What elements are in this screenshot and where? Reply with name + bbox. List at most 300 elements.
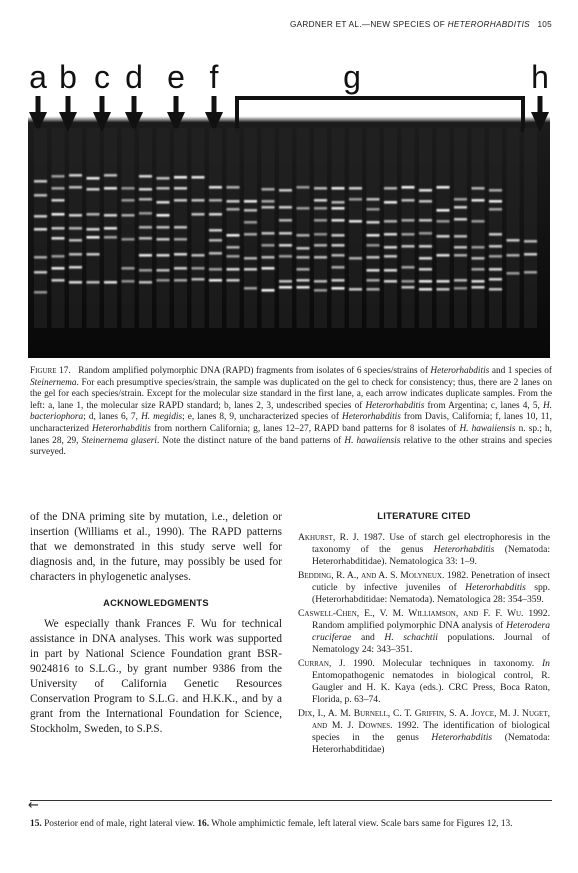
- gel-band: [122, 267, 135, 270]
- gel-band: [192, 176, 205, 179]
- lane-letter: b: [59, 59, 77, 95]
- gel-band: [507, 272, 520, 275]
- gel-band: [472, 187, 485, 190]
- gel-band: [314, 219, 327, 222]
- gel-band: [87, 188, 100, 191]
- gel-band: [472, 199, 485, 202]
- gel-band: [87, 253, 100, 256]
- gel-band: [227, 200, 240, 203]
- gel-band: [104, 227, 117, 230]
- figure-label: Figure 17.: [30, 366, 71, 376]
- gel-band: [139, 254, 152, 257]
- gel-band: [314, 280, 327, 283]
- gel-band: [367, 221, 380, 224]
- gel-band: [157, 187, 170, 190]
- gel-band: [69, 174, 82, 177]
- gel-band: [489, 255, 502, 258]
- gel-band: [314, 199, 327, 202]
- gel-band: [209, 279, 222, 282]
- gel-lane: [192, 128, 205, 328]
- caption-segment: from northern California; g, lanes 12–27, RAPD band patterns for 8 isolates of: [150, 423, 460, 434]
- gel-lane: [349, 128, 362, 328]
- footnote-segment: 15.: [30, 819, 42, 829]
- gel-band: [367, 234, 380, 237]
- acknowledgments-text: We especially thank Frances F. Wu for technical assistance in DNA analyses. This work was supported in part by National Science Foundation grant BSR-9024816 to S.L.G., by grant number 9386 from the University of California Genetic Resources Conservation Program to S.L.G. and H.K.K., and by a grant from the International Foundation for Science, Stockholm, Sweden, to S.P.S.: [30, 618, 282, 735]
- gel-band: [209, 252, 222, 255]
- caption-segment: Steinernema glaseri: [81, 435, 157, 446]
- gel-band: [367, 198, 380, 201]
- reference-segment: Bedding, R. A., and A. S. Molyneux.: [298, 570, 445, 581]
- caption-segment: . For each presumptive species/strain, the sample was duplicated on the gel to check for consistency; thus, there are 2 lanes on the gel for each species/strain. Except for the molecular size standard in the first lane, a, each arrow indicates duplicate samples. From the left: a, lane 1, the molecular size RAPD standard; b, lanes 2, 3, undescribed species of: [30, 377, 552, 411]
- caption-segment: and 1 species of: [489, 366, 552, 376]
- lane-bracket: [521, 96, 525, 132]
- gel-band: [209, 268, 222, 271]
- gel-lane: [507, 128, 520, 328]
- gel-band: [52, 237, 65, 240]
- gel-band: [52, 187, 65, 190]
- gel-band: [227, 234, 240, 237]
- gel-band: [454, 254, 467, 257]
- gel-band: [472, 246, 485, 249]
- gel-band: [349, 257, 362, 260]
- reference-list: [298, 532, 550, 756]
- gel-band: [122, 238, 135, 241]
- gel-band: [157, 214, 170, 217]
- gel-band: [279, 244, 292, 247]
- gel-band: [279, 232, 292, 235]
- running-head: [290, 20, 552, 29]
- gel-band: [69, 281, 82, 284]
- gel-band: [244, 209, 257, 212]
- lane-bracket: [235, 96, 239, 132]
- reference-segment: Heterorhabditis: [431, 732, 493, 743]
- gel-band: [122, 187, 135, 190]
- gel-band: [192, 278, 205, 281]
- gel-band: [209, 229, 222, 232]
- caption-segment: H. bacteriophora: [30, 400, 552, 423]
- gel-band: [157, 238, 170, 241]
- gel-band: [262, 289, 275, 292]
- caption-segment: relative to the other strains and species surveyed.: [30, 435, 552, 458]
- gel-lane: [472, 128, 485, 328]
- caption-segment: Heterorhabditis: [91, 423, 151, 434]
- reference-segment: Curran, J.: [298, 658, 346, 669]
- reference-segment: 1992. The identification of biological species in the genus: [312, 720, 551, 743]
- gel-band: [209, 213, 222, 216]
- reference-segment: 1987. Use of starch gel electrophoresis in the taxonomy of the genus: [312, 532, 550, 555]
- gel-band: [384, 201, 397, 204]
- right-column: [298, 510, 550, 758]
- gel-band: [419, 280, 432, 283]
- reference-segment: 1982. Penetration of insect cuticle by infective juveniles of: [312, 570, 550, 593]
- reference-segment: In: [541, 658, 550, 669]
- footnote-rule: [30, 800, 552, 801]
- gel-band: [139, 237, 152, 240]
- gel-band: [332, 279, 345, 282]
- gel-band: [332, 266, 345, 269]
- gel-band: [174, 187, 187, 190]
- caption-segment: Heterorhabditis: [365, 400, 425, 411]
- reference-segment: Heterorhabditis: [465, 582, 526, 593]
- gel-band: [157, 279, 170, 282]
- gel-band: [489, 278, 502, 281]
- gel-band: [139, 226, 152, 229]
- gel-band: [454, 287, 467, 290]
- gel-band: [69, 186, 82, 189]
- left-arrow-icon: ←: [28, 798, 39, 813]
- gel-band: [384, 233, 397, 236]
- reference-segment: spp. (Heterorhabditidae: Nematoda). Nematologica 28: 354–359.: [312, 582, 551, 605]
- gel-band: [87, 213, 100, 216]
- gel-band: [52, 213, 65, 216]
- caption-segment: Random amplified polymorphic DNA (RAPD) fragments from isolates of 6 species/strains of: [78, 366, 431, 376]
- gel-band: [174, 176, 187, 179]
- gel-lane: [314, 128, 327, 328]
- gel-band: [314, 256, 327, 259]
- gel-band: [489, 208, 502, 211]
- figure-footnote: [30, 818, 552, 830]
- left-column: [30, 510, 282, 737]
- reference-segment: Heterodera cruciferae: [312, 620, 550, 643]
- gel-band: [524, 240, 537, 243]
- gel-band: [367, 279, 380, 282]
- gel-band: [402, 186, 415, 189]
- gel-band: [69, 253, 82, 256]
- gel-band: [384, 255, 397, 258]
- gel-band: [349, 187, 362, 190]
- literature-heading: LITERATURE CITED: [377, 511, 471, 521]
- gel-band: [52, 199, 65, 202]
- gel-band: [349, 288, 362, 291]
- gel-band: [402, 286, 415, 289]
- reference-segment: H. schachtii: [384, 632, 438, 643]
- gel-band: [139, 281, 152, 284]
- gel-band: [139, 212, 152, 215]
- gel-band: [332, 254, 345, 257]
- footnote-segment: 16.: [197, 819, 210, 829]
- gel-lane: [367, 128, 380, 328]
- gel-band: [472, 280, 485, 283]
- gel-band: [489, 288, 502, 291]
- gel-band: [279, 255, 292, 258]
- gel-band: [314, 207, 327, 210]
- gel-band: [332, 219, 345, 222]
- gel-band: [227, 208, 240, 211]
- gel-band: [332, 187, 345, 190]
- gel-band: [52, 279, 65, 282]
- reference-segment: (Nematoda: Heterorhabditidae). Nematologica 33: 1–9.: [312, 544, 551, 567]
- gel-band: [174, 279, 187, 282]
- gel-band: [87, 177, 100, 180]
- gel-band: [52, 267, 65, 270]
- gel-band: [227, 268, 240, 271]
- gel-lane: [489, 128, 502, 328]
- gel-lane: [419, 128, 432, 328]
- gel-band: [384, 269, 397, 272]
- gel-lane: [402, 128, 415, 328]
- gel-band: [139, 188, 152, 191]
- gel-band: [244, 233, 257, 236]
- gel-band: [349, 198, 362, 201]
- gel-band: [367, 208, 380, 211]
- caption-segment: from Argentina; c, lanes 4, 5,: [424, 400, 543, 411]
- footnote-segment: Whole amphimictic female, left lateral view. Scale bars same for Figures 12, 13.: [209, 819, 513, 829]
- gel-band: [472, 268, 485, 271]
- caption-segment: Heterorhabditis: [430, 366, 490, 376]
- caption-segment: Heterorhabditis: [341, 412, 401, 423]
- lane-letter: g: [343, 59, 361, 95]
- gel-band: [367, 288, 380, 291]
- gel-band: [279, 189, 292, 192]
- footnote-segment: Posterior end of male, right lateral view.: [41, 819, 198, 829]
- gel-band: [174, 199, 187, 202]
- gel-band: [472, 257, 485, 260]
- gel-band: [279, 280, 292, 283]
- lane-letter: e: [167, 59, 185, 95]
- gel-band: [87, 228, 100, 231]
- gel-band: [437, 280, 450, 283]
- caption-segment: Steinernema: [30, 377, 77, 388]
- gel-band: [262, 267, 275, 270]
- body-continuation: of the DNA priming site by mutation, i.e., deletion or insertion (Williams et al., 1990). The RAPD patterns that we demonstrated in this study serve well for diagnosis and, in the future, may possibly be used for characters in phylogenetic analyses.: [30, 511, 282, 583]
- gel-band: [244, 221, 257, 224]
- gel-band: [419, 219, 432, 222]
- gel-band: [104, 174, 117, 177]
- gel-band: [69, 227, 82, 230]
- gel-band: [52, 227, 65, 230]
- gel-band: [384, 246, 397, 249]
- caption-segment: H. hawaiiensis: [344, 435, 401, 446]
- lane-letter: c: [94, 59, 110, 95]
- gel-lane: [279, 128, 292, 328]
- gel-band: [227, 255, 240, 258]
- gel-band: [34, 180, 47, 183]
- gel-band: [209, 199, 222, 202]
- gel-band: [507, 239, 520, 242]
- gel-band: [297, 247, 310, 250]
- gel-band: [227, 246, 240, 249]
- gel-band: [297, 286, 310, 289]
- gel-band: [454, 235, 467, 238]
- gel-band: [419, 200, 432, 203]
- gel-band: [437, 288, 450, 291]
- gel-band: [157, 269, 170, 272]
- gel-band: [524, 271, 537, 274]
- gel-band: [297, 279, 310, 282]
- reference-entry: [298, 658, 550, 706]
- gel-image: [28, 56, 550, 358]
- reference-segment: populations. Journal of Nematology 24: 343–351.: [312, 632, 550, 655]
- gel-band: [454, 246, 467, 249]
- gel-band: [122, 214, 135, 217]
- gel-band: [262, 232, 275, 235]
- reference-segment: Akhurst, R. J.: [298, 532, 359, 543]
- gel-band: [437, 209, 450, 212]
- gel-band: [297, 234, 310, 237]
- gel-lane: [262, 128, 275, 328]
- gel-band: [419, 232, 432, 235]
- gel-band: [454, 218, 467, 221]
- gel-band: [384, 220, 397, 223]
- gel-band: [437, 235, 450, 238]
- gel-band: [332, 207, 345, 210]
- gel-band: [34, 194, 47, 197]
- gel-band: [314, 244, 327, 247]
- lane-bracket: [235, 96, 524, 100]
- gel-band: [279, 286, 292, 289]
- gel-band: [419, 189, 432, 192]
- reference-segment: and: [351, 632, 385, 643]
- gel-band: [139, 175, 152, 178]
- caption-text: [30, 366, 552, 457]
- gel-band: [454, 206, 467, 209]
- gel-band: [437, 186, 450, 189]
- gel-band: [402, 245, 415, 248]
- gel-band: [489, 189, 502, 192]
- figure-caption: [30, 366, 552, 459]
- gel-band: [34, 256, 47, 259]
- reference-segment: 1990. Molecular techniques in taxonomy.: [345, 658, 542, 669]
- caption-segment: from Davis, California; f, lanes 10, 11, uncharacterized: [30, 412, 552, 434]
- gel-lane: [332, 128, 345, 328]
- page-number: 105: [537, 20, 552, 29]
- gel-band: [402, 280, 415, 283]
- gel-band: [419, 257, 432, 260]
- reference-entry: [298, 532, 550, 568]
- gel-band: [192, 199, 205, 202]
- gel-band: [297, 207, 310, 210]
- gel-band: [104, 187, 117, 190]
- reference-entry: [298, 570, 550, 606]
- gel-band: [402, 219, 415, 222]
- gel-band: [87, 236, 100, 239]
- gel-band: [279, 206, 292, 209]
- gel-band: [489, 268, 502, 271]
- gel-band: [367, 269, 380, 272]
- gel-band: [104, 281, 117, 284]
- gel-band: [104, 214, 117, 217]
- caption-segment: H. megidis: [141, 412, 183, 423]
- gel-lane: [384, 128, 397, 328]
- gel-band: [489, 233, 502, 236]
- gel-lane: [209, 128, 222, 328]
- gel-band: [384, 187, 397, 190]
- gel-band: [419, 245, 432, 248]
- gel-band: [174, 267, 187, 270]
- caption-segment: ; d, lanes 6, 7,: [83, 412, 142, 423]
- caption-segment: . Note the distinct nature of the band patterns of: [156, 435, 345, 446]
- acknowledgments-heading: ACKNOWLEDGMENTS: [103, 598, 209, 608]
- gel-band: [402, 266, 415, 269]
- gel-band: [489, 245, 502, 248]
- gel-band: [297, 268, 310, 271]
- gel-band: [314, 289, 327, 292]
- gel-band: [489, 200, 502, 203]
- gel-band: [87, 281, 100, 284]
- gel-band: [157, 177, 170, 180]
- gel-band: [244, 268, 257, 271]
- running-head-title: GARDNER ET AL.—NEW SPECIES OF HETERORHABDITIS: [290, 20, 530, 29]
- gel-band: [367, 256, 380, 259]
- gel-band: [262, 200, 275, 203]
- reference-entry: [298, 708, 550, 756]
- gel-band: [244, 257, 257, 260]
- gel-band: [122, 280, 135, 283]
- gel-band: [139, 269, 152, 272]
- gel-band: [52, 175, 65, 178]
- gel-band: [437, 220, 450, 223]
- gel-band: [384, 280, 397, 283]
- gel-band: [297, 186, 310, 189]
- gel-band: [157, 201, 170, 204]
- gel-band: [332, 244, 345, 247]
- gel-band: [139, 198, 152, 201]
- gel-band: [332, 287, 345, 290]
- gel-band: [192, 254, 205, 257]
- gel-lane: [454, 128, 467, 328]
- gel-band: [472, 220, 485, 223]
- reference-entry: [298, 608, 550, 656]
- gel-band: [157, 226, 170, 229]
- caption-segment: H. hawaiiensis: [459, 423, 516, 434]
- gel-band: [332, 201, 345, 204]
- caption-segment: ; e, lanes 8, 9, uncharacterized species of: [182, 412, 342, 423]
- reference-segment: (Nematoda: Heterorhabditidae): [312, 732, 550, 755]
- gel-band: [419, 288, 432, 291]
- lane-letter: d: [125, 59, 143, 95]
- gel-band: [34, 228, 47, 231]
- reference-segment: Heterorhabditis: [433, 544, 495, 555]
- gel-band: [104, 236, 117, 239]
- gel-band: [34, 215, 47, 218]
- gel-band: [262, 256, 275, 259]
- gel-band: [69, 266, 82, 269]
- gel-figure: [28, 56, 550, 358]
- gel-band: [262, 188, 275, 191]
- gel-band: [437, 254, 450, 257]
- gel-band: [367, 244, 380, 247]
- gel-band: [227, 279, 240, 282]
- gel-band: [262, 206, 275, 209]
- gel-band: [69, 239, 82, 242]
- gel-band: [332, 234, 345, 237]
- gel-band: [34, 291, 47, 294]
- gel-band: [34, 271, 47, 274]
- gel-band: [402, 233, 415, 236]
- gel-lane: [244, 128, 257, 328]
- gel-band: [314, 187, 327, 190]
- reference-segment: Caswell-Chen, E., V. M. Williamson, and F. F. Wu.: [298, 608, 524, 619]
- gel-band: [279, 219, 292, 222]
- gel-band: [174, 226, 187, 229]
- gel-lane: [437, 128, 450, 328]
- gel-band: [472, 286, 485, 289]
- gel-band: [454, 198, 467, 201]
- gel-band: [349, 220, 362, 223]
- gel-band: [402, 199, 415, 202]
- gel-lane: [524, 128, 537, 328]
- gel-band: [454, 279, 467, 282]
- gel-lane: [122, 128, 135, 328]
- gel-band: [244, 287, 257, 290]
- gel-band: [192, 267, 205, 270]
- lane-letter: a: [29, 59, 47, 95]
- gel-band: [419, 268, 432, 271]
- gel-band: [192, 213, 205, 216]
- gel-band: [174, 238, 187, 241]
- gel-band: [262, 244, 275, 247]
- gel-band: [52, 255, 65, 258]
